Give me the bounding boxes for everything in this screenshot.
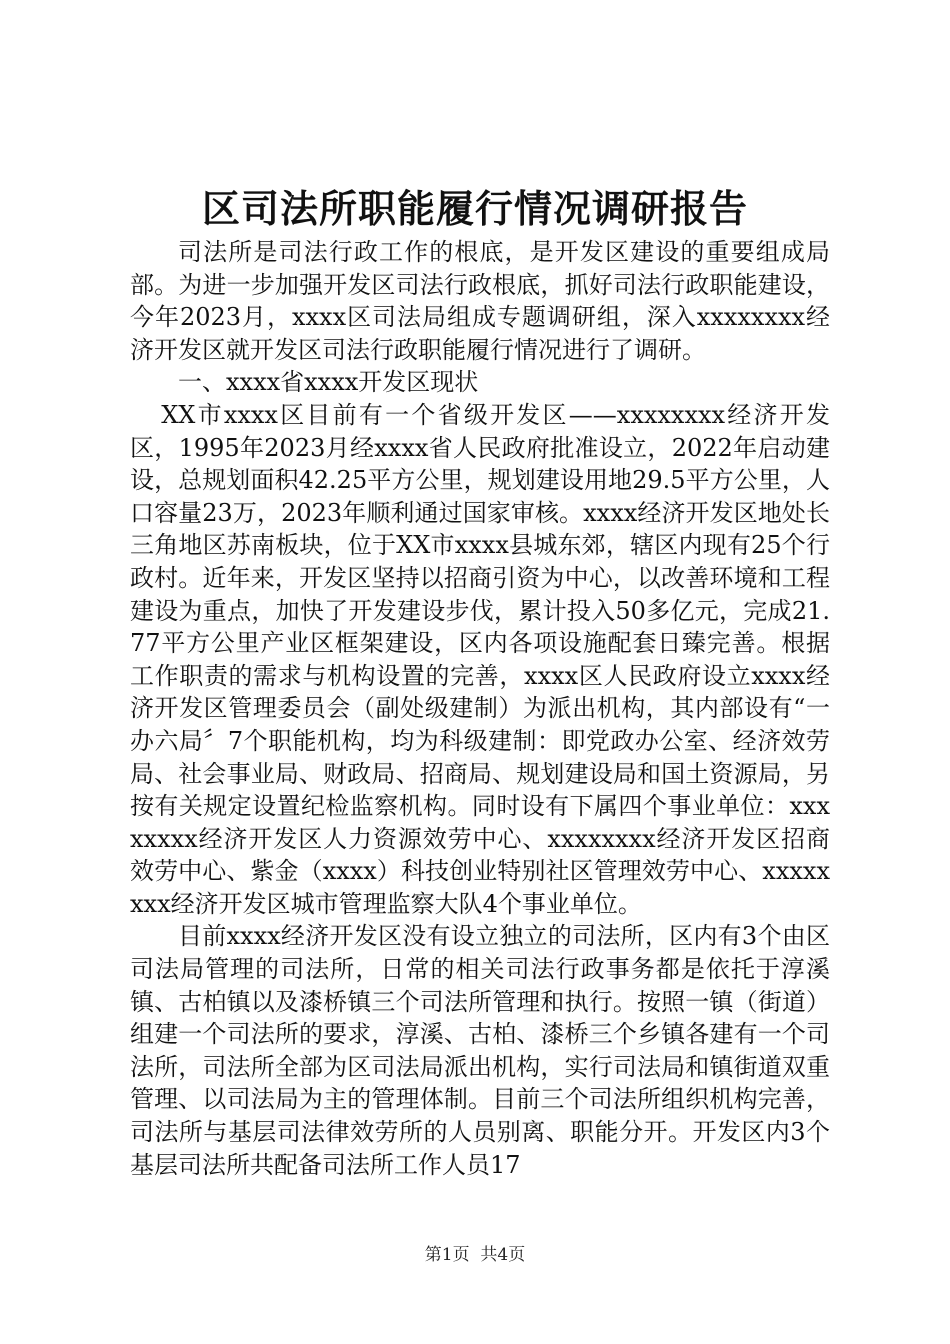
document-body [130,236,830,1181]
page-number: 第1页 共4页 [424,1245,526,1265]
paragraph-judicial-offices: 目前xxxx经济开发区没有设立独立的司法所，区内有3个由区司法局管理的司法所，日常的相关司法行政事务都是依托于淳溪镇、古柏镇以及漆桥镇三个司法所管理和执行。按照一镇（街道）组建一个司法所的要求，淳溪、古柏、漆桥三个乡镇各建有一个司法所，司法所全部为区司法局派出机构，实行司法局和镇街道双重管理、以司法局为主的管理体制。目前三个司法所组织机构完善，司法所与基层司法律效劳所的人员别离、职能分开。开发区内3个基层司法所共配备司法所工作人员17 [130,922,830,1179]
document-title: 区司法所职能履行情况调研报告 [201,186,748,231]
page-footer [0,1243,950,1267]
section-heading-1: 一、xxxx省xxxx开发区现状 [178,368,479,397]
paragraph-zone-status: XX市xxxx区目前有一个省级开发区——xxxxxxxx经济开发区，1995年2023月经xxxx省人民政府批准设立，2022年启动建设，总规划面积42.25平方公里，规划建设用地29.5平方公里，人口容量23万，2023年顺利通过国家审核。xxxx经济开发区地处长三角地区苏南板块，位于XX市xxxx县城东郊，辖区内现有25个行政村。近年来，开发区坚持以招商引资为中心，以改善环境和工程建设为重点，加快了开发建设步伐，累计投入50多亿元，完成21.77平方公里产业区框架建设，区内各项设施配套日臻完善。根据工作职责的需求与机构设置的完善，xxxx区人民政府设立xxxx经济开发区管理委员会（副处级建制）为派出机构，其内部设有“一办六局〞7个职能机构，均为科级建制：即党政办公室、经济效劳局、社会事业局、财政局、招商局、规划建设局和国土资源局，另按有关规定设置纪检监察机构。同时设有下属四个事业单位：xxxxxxxx经济开发区人力资源效劳中心、xxxxxxxx经济开发区招商效劳中心、紫金（xxxx）科技创业特别社区管理效劳中心、xxxxxxxx经济开发区城市管理监察大队4个事业单位。 [130,400,830,918]
paragraph-intro: 司法所是司法行政工作的根底，是开发区建设的重要组成局部。为进一步加强开发区司法行政根底，抓好司法行政职能建设，今年2023月，xxxx区司法局组成专题调研组，深入xxxxxxxx经济开发区就开发区司法行政职能履行情况进行了调研。 [130,238,830,364]
